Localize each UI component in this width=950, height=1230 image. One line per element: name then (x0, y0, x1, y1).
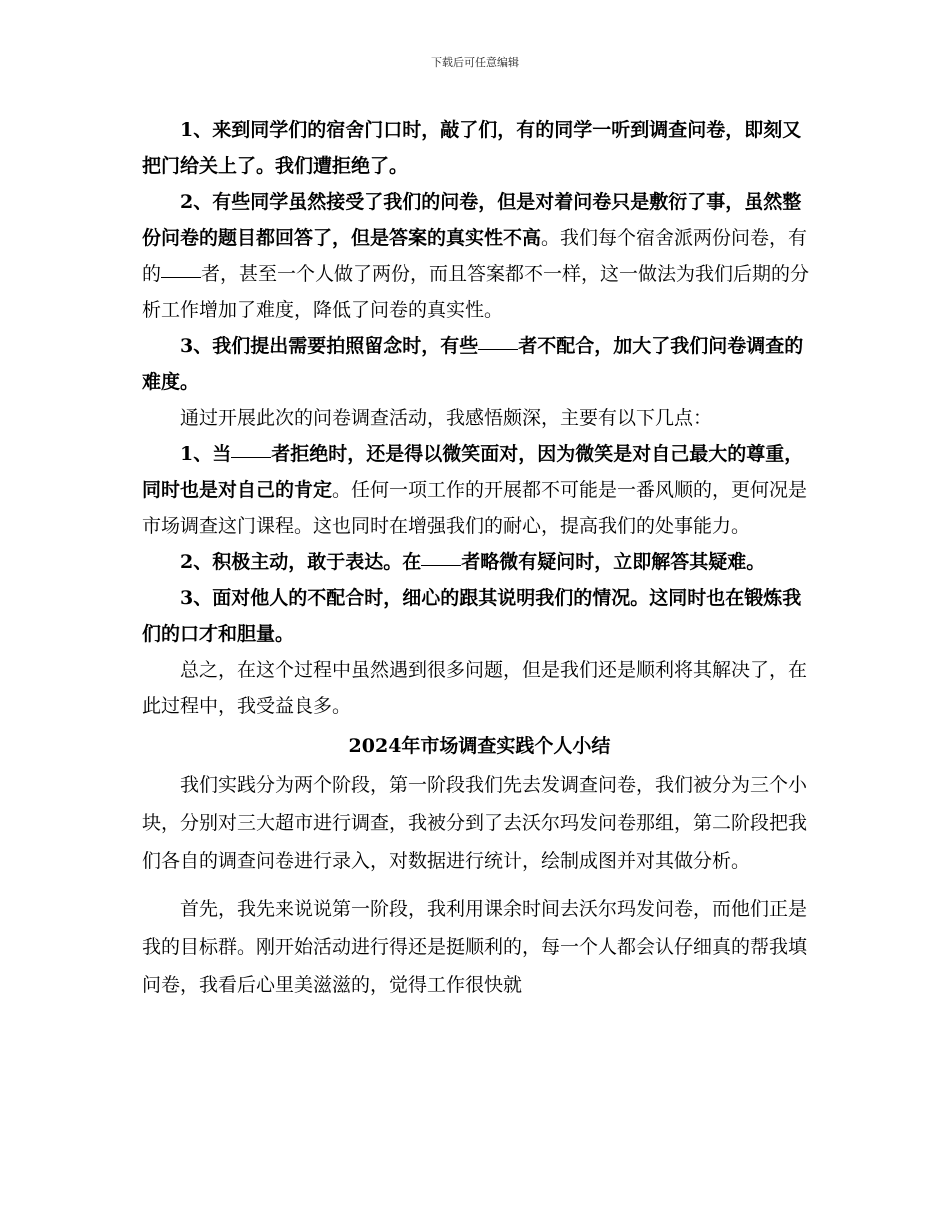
blank-line (231, 456, 271, 458)
paragraph-3-b: 者不配合，加大了我们问卷调查的难度。 (142, 335, 804, 393)
paragraph-1: 1、来到同学们的宿舍门口时，敲了们，有的同学一听到调查问卷，即刻又把门给关上了。我们遭拒绝了。 (142, 119, 802, 177)
blank-line (421, 564, 461, 566)
paragraph-2-rest-b: 者，甚至一个人做了两份，而且答案都不一样，这一做法为我们后期的分析工作增加了难度，降低了问卷的真实性。 (142, 263, 810, 321)
paragraph-2 (142, 184, 817, 328)
paragraph-7: 3、面对他人的不配合时，细心的跟其说明我们的情况。这同时也在锻炼我们的口才和胆量。 (142, 587, 802, 645)
paragraph-8: 总之，在这个过程中虽然遇到很多问题，但是我们还是顺利将其解决了，在此过程中，我受益良多。 (142, 659, 808, 717)
paragraph-5-rest: 。任何一项工作的开展都不可能是一番风顺的，更何况是市场调查这门课程。这也同时在增强我们的耐心，提高我们的处事能力。 (142, 479, 808, 537)
section-paragraph-2: 首先，我先来说说第一阶段，我利用课余时间去沃尔玛发问卷，而他们正是我的目标群。刚开始活动进行得还是挺顺利的，每一个人都会认仔细真的帮我填问卷，我看后心里美滋滋的，觉得工作很快就 (142, 898, 808, 996)
paragraph-5-b: 者拒绝时，还是得以微笑面对，因为微笑是对自己最大的尊重，同时也是对自己的肯定 (142, 443, 804, 501)
blank-line (478, 348, 518, 350)
paragraph-3-a: 3、我们提出需要拍照留念时，有些 (180, 335, 479, 357)
paragraph-6-a: 2、积极主动，敢于表达。在 (180, 551, 422, 573)
page-header: 下载后可任意编辑 (431, 56, 519, 69)
spacer (142, 880, 817, 888)
section-title: 2024年市场调查实践个人小结 (348, 735, 611, 757)
paragraph-6 (142, 544, 817, 580)
section-paragraph-1: 我们实践分为两个阶段，第一阶段我们先去发调查问卷，我们被分为三个小块，分别对三大超市进行调查，我被分到了去沃尔玛发问卷那组，第二阶段把我们各自的调查问卷进行录入，对数据进行统计，绘制成图并对其做分析。 (142, 774, 808, 872)
paragraph-3 (142, 328, 817, 400)
paragraph-4: 通过开展此次的问卷调查活动，我感悟颇深，主要有以下几点： (180, 407, 713, 429)
document-body (142, 112, 817, 1004)
paragraph-2-bold: 2、有些同学虽然接受了我们的问卷，但是对着问卷只是敷衍了事，虽然整份问卷的题目都回答了，但是答案的真实性不高 (142, 191, 802, 249)
paragraph-6-b: 者略微有疑问时，立即解答其疑难。 (461, 551, 766, 573)
blank-line (161, 276, 201, 278)
paragraph-5-a: 1、当 (180, 443, 232, 465)
paragraph-2-rest-a: 。我们每个宿舍派两份问卷，有的 (142, 227, 808, 285)
paragraph-5 (142, 436, 817, 544)
